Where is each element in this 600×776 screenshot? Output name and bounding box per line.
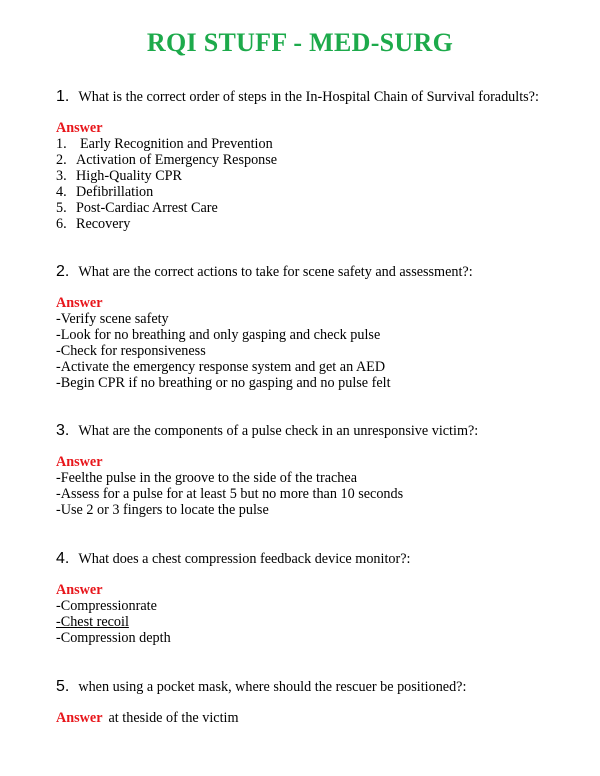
list-item [56,152,576,168]
question-1 [56,88,576,106]
question-block-1 [56,88,576,232]
question-5 [56,678,576,696]
answer-line: -Look for no breathing and only gasping and check pulse [56,327,381,343]
answer-line: -Verify scene safety [56,311,169,327]
underlined-text: -Chest recoil [56,614,129,630]
list-item-number: 6. [56,216,67,232]
question-text: What are the components of a pulse check in an unresponsive victim?: [78,423,479,439]
answer-line: -Assess for a pulse for at least 5 but no more than 10 seconds [56,486,404,502]
question-block-4 [56,550,576,646]
question-4 [56,550,576,568]
question-number: 1. [56,88,70,105]
answer-list [56,136,576,232]
list-item [56,184,576,200]
question-number: 3. [56,422,70,439]
list-item [56,168,576,184]
answer-lines [56,311,576,391]
question-number: 5. [56,678,70,695]
answer-line: -Use 2 or 3 fingers to locate the pulse [56,502,269,518]
list-item-number: 4. [56,184,67,200]
answer-line: -Begin CPR if no breathing or no gasping and no pulse felt [56,375,391,391]
question-number: 4. [56,550,70,567]
answer-lines [56,470,576,518]
answer-label: Answer [56,454,103,470]
list-item-text: Defibrillation [76,184,154,200]
inline-answer [56,710,576,726]
answer-text: at theside of the victim [108,710,239,726]
question-block-5 [56,678,576,726]
answer-label: Answer [56,120,103,136]
answer-line: -Compressionrate [56,598,157,614]
list-item-text: High-Quality CPR [76,168,183,184]
answer-label: Answer [56,582,103,598]
answer-line: -Activate the emergency response system and get an AED [56,359,386,375]
answer-label: Answer [56,295,103,311]
question-number: 2. [56,263,70,280]
answer-line [56,614,576,630]
answer-line: -Compression depth [56,630,171,646]
answer-lines [56,598,576,646]
question-text: when using a pocket mask, where should the rescuer be positioned?: [78,679,467,695]
list-item-text: Early Recognition and Prevention [80,136,273,152]
question-text: What are the correct actions to take for scene safety and assessment?: [78,264,473,280]
question-block-2 [56,263,576,391]
list-item-text: Post-Cardiac Arrest Care [76,200,218,216]
list-item-number: 5. [56,200,67,216]
question-block-3 [56,422,576,518]
question-text: What is the correct order of steps in the In-Hospital Chain of Survival foradults?: [78,89,539,105]
question-3 [56,422,576,440]
answer-line: -Check for responsiveness [56,343,206,359]
list-item-number: 3. [56,168,67,184]
list-item-number: 1. [56,136,67,152]
list-item [56,200,576,216]
list-item [56,216,576,232]
answer-label: Answer [56,710,103,726]
list-item-text: Recovery [76,216,131,232]
list-item-number: 2. [56,152,67,168]
list-item-text: Activation of Emergency Response [76,152,278,168]
page-title: RQI STUFF - MED-SURG [146,28,454,57]
question-text: What does a chest compression feedback device monitor?: [78,551,411,567]
answer-line: -Feelthe pulse in the groove to the side of the trachea [56,470,357,486]
question-2 [56,263,576,281]
list-item [56,136,576,152]
